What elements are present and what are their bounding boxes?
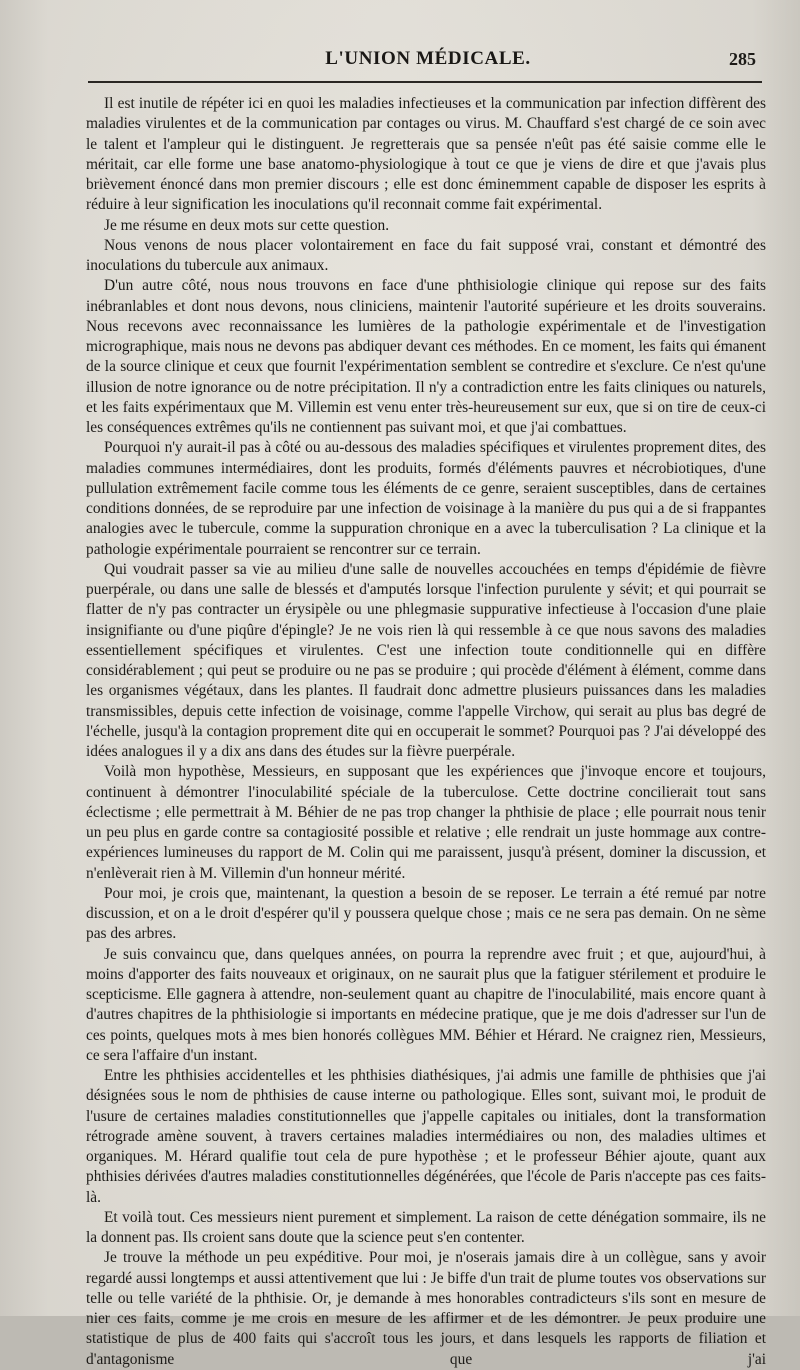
header-rule [88, 81, 762, 83]
paragraph: Nous venons de nous placer volontairement en face du fait supposé vrai, constant et démontré des inoculations du tubercule aux animaux. [86, 236, 766, 274]
paragraph: Entre les phthisies accidentelles et les phthisies diathésiques, j'ai admis une famille de phthisies que j'ai désignées sous le nom de phthisies de cause interne ou pathologique. Elles sont, suivant moi, le produit de l'usure de certaines maladies constitutionnelles que j'appelle capitales ou initiales, dont la transformation rétrograde amène souvent, à travers certaines maladies intermédiaires ou non, des maladies ultimes et organiques. M. Hérard qualifie tout cela de pure hypothèse ; et le professeur Béhier ajoute, quant aux phthisies dérivées d'autres maladies constitutionnelles dégénérées, que l'école de Paris n'accepte pas ces faits-là. [86, 1067, 766, 1206]
paragraph: Et voilà tout. Ces messieurs nient purement et simplement. La raison de cette dénégation sommaire, ils ne la donnent pas. Ils croient sans doute que la science peut s'en contenter. [86, 1208, 766, 1246]
paragraph: Je suis convaincu que, dans quelques années, on pourra la reprendre avec fruit ; et que, aujourd'hui, à moins d'apporter des faits nouveaux et originaux, on ne saurait plus que la fatiguer stérilement et produire le scepticisme. Elle gagnera à attendre, non-seulement quant au chapitre de l'inoculabilité, mais encore quant à d'autres chapitres de la phthisiologie si importants en médecine pratique, que je me dois d'adresser sur l'un de ces points, quelques mots à mes bien honorés collègues MM. Béhier et Hérard. Ne craignez rien, Messieurs, ce sera l'affaire d'un instant. [86, 945, 766, 1064]
running-title: L'UNION MÉDICALE. [325, 48, 531, 69]
paragraph: D'un autre côté, nous nous trouvons en face d'une phthisiologie clinique qui repose sur des faits inébranlables et dont nous devons, nous cliniciens, maintenir l'autorité supérieure et les droits souverains. Nous recevons avec reconnaissance les lumières de la pathologie expérimentale et de l'investigation micrographique, mais nous ne devons pas abdiquer devant ces méthodes. En ce moment, les faits qui émanent de la source clinique et ceux que fournit l'expérimentation semblent se contredire et s'exclure. Ce n'est qu'une illusion de notre ignorance ou de notre précipitation. Il n'y a contradiction entre les faits cliniques ou naturels, et les faits expérimentaux que M. Villemin est venu enter très-heureusement sur eux, que si on tire de ceux-ci les conséquences extrêmes qu'ils ne contiennent pas suivant moi, et que j'ai combattues. [86, 277, 766, 436]
body-text [86, 94, 766, 1368]
running-header [86, 46, 770, 76]
paragraph: Je me résume en deux mots sur cette question. [104, 216, 390, 234]
paragraph: Qui voudrait passer sa vie au milieu d'une salle de nouvelles accouchées en temps d'épidémie de fièvre puerpérale, ou dans une salle de blessés et d'amputés lorsque l'infection purulente y sévit; et qui pourrait se flatter de n'y pas contracter un érysipèle ou une phlegmasie suppurative infectieuse à l'occasion d'une plaie insignifiante ou d'une piqûre d'épingle? Je ne vois rien là qui ressemble à ce que nous savons des maladies essentiellement spécifiques et virulentes. C'est une infection toute conditionnelle qui en diffère considérablement ; qui peut se produire ou ne pas se produire ; qui procède d'élément à élément, comme dans les organismes végétaux, dans les plantes. Il faudrait donc admettre plusieurs puissances dans les maladies transmissibles, depuis cette infection de voisinage, comme l'appelle Virchow, qui serait au plus bas degré de l'échelle, jusqu'à la contagion proprement dite qui en occuperait le sommet? Pourquoi pas ? J'ai développé des idées analogues il y a dix ans dans des études sur la fièvre puerpérale. [86, 560, 766, 760]
paragraph: Je trouve la méthode un peu expéditive. Pour moi, je n'oserais jamais dire à un collègue, sans y avoir regardé aussi longtemps et aussi attentivement que lui : Je biffe d'un trait de plume toutes vos observations sur telle ou telle variété de la phthisie. Or, je demande à mes honorables contradicteurs s'ils sont en mesure de nier ces faits, comme je me crois en mesure de les affirmer et de les démontrer. Je peux produire une statistique de plus de 400 faits qui s'accroît tous les jours, et dans lesquels les rapports de filiation et d'antagonisme que j'ai [86, 1249, 766, 1368]
page-number: 285 [729, 49, 756, 69]
paragraph: Voilà mon hypothèse, Messieurs, en supposant que les expériences que j'invoque encore et toujours, continuent à démontrer l'inoculabilité spéciale de la tuberculose. Cette doctrine concilierait tout sans éclectisme ; elle permettrait à M. Béhier de ne pas trop changer la phthisie de place ; elle pourrait nous tenir un peu plus en garde contre sa contagiosité possible et relative ; elle rendrait un juste hommage aux contre-expériences lumineuses du rapport de M. Colin qui me paraissent, jusqu'à présent, dominer la discussion, et n'enlèverait rien à M. Villemin d'un honneur mérité. [86, 763, 766, 882]
paragraph: Il est inutile de répéter ici en quoi les maladies infectieuses et la communication par infection diffèrent des maladies virulentes et de la communication par contages ou virus. M. Chauffard s'est chargé de ce soin avec le talent et l'ampleur qui le distinguent. Je regretterais que sa pensée n'eût pas été saisie comme elle le méritait, car elle forme une base anatomo-physiologique à tout ce que je viens de dire et que j'avais plus brièvement énoncé dans mon premier discours ; elle est donc éminemment capable de disposer les esprits à réduire à leur signification les inoculations qu'il reconnait comme fait expérimental. [86, 95, 766, 214]
paragraph: Pour moi, je crois que, maintenant, la question a besoin de se reposer. Le terrain a été remué par notre discussion, et on a le droit d'espérer qu'il y poussera quelque chose ; mais ce ne sera pas demain. On ne sème pas des arbres. [86, 884, 766, 943]
paragraph: Pourquoi n'y aurait-il pas à côté ou au-dessous des maladies spécifiques et virulentes proprement dites, des maladies communes intermédiaires, dont les produits, formés d'éléments pauvres et nécrobiotiques, d'une pullulation extrêmement facile comme tous les éléments de ce genre, seraient susceptibles, dans de certaines conditions données, de se reproduire par une infection de voisinage à la manière du pus qui a de si frappantes analogies avec le tubercule, comme la suppuration chronique en a avec la tuberculisation ? La clinique et la pathologie expérimentale pourraient se rencontrer sur ce terrain. [86, 439, 766, 558]
